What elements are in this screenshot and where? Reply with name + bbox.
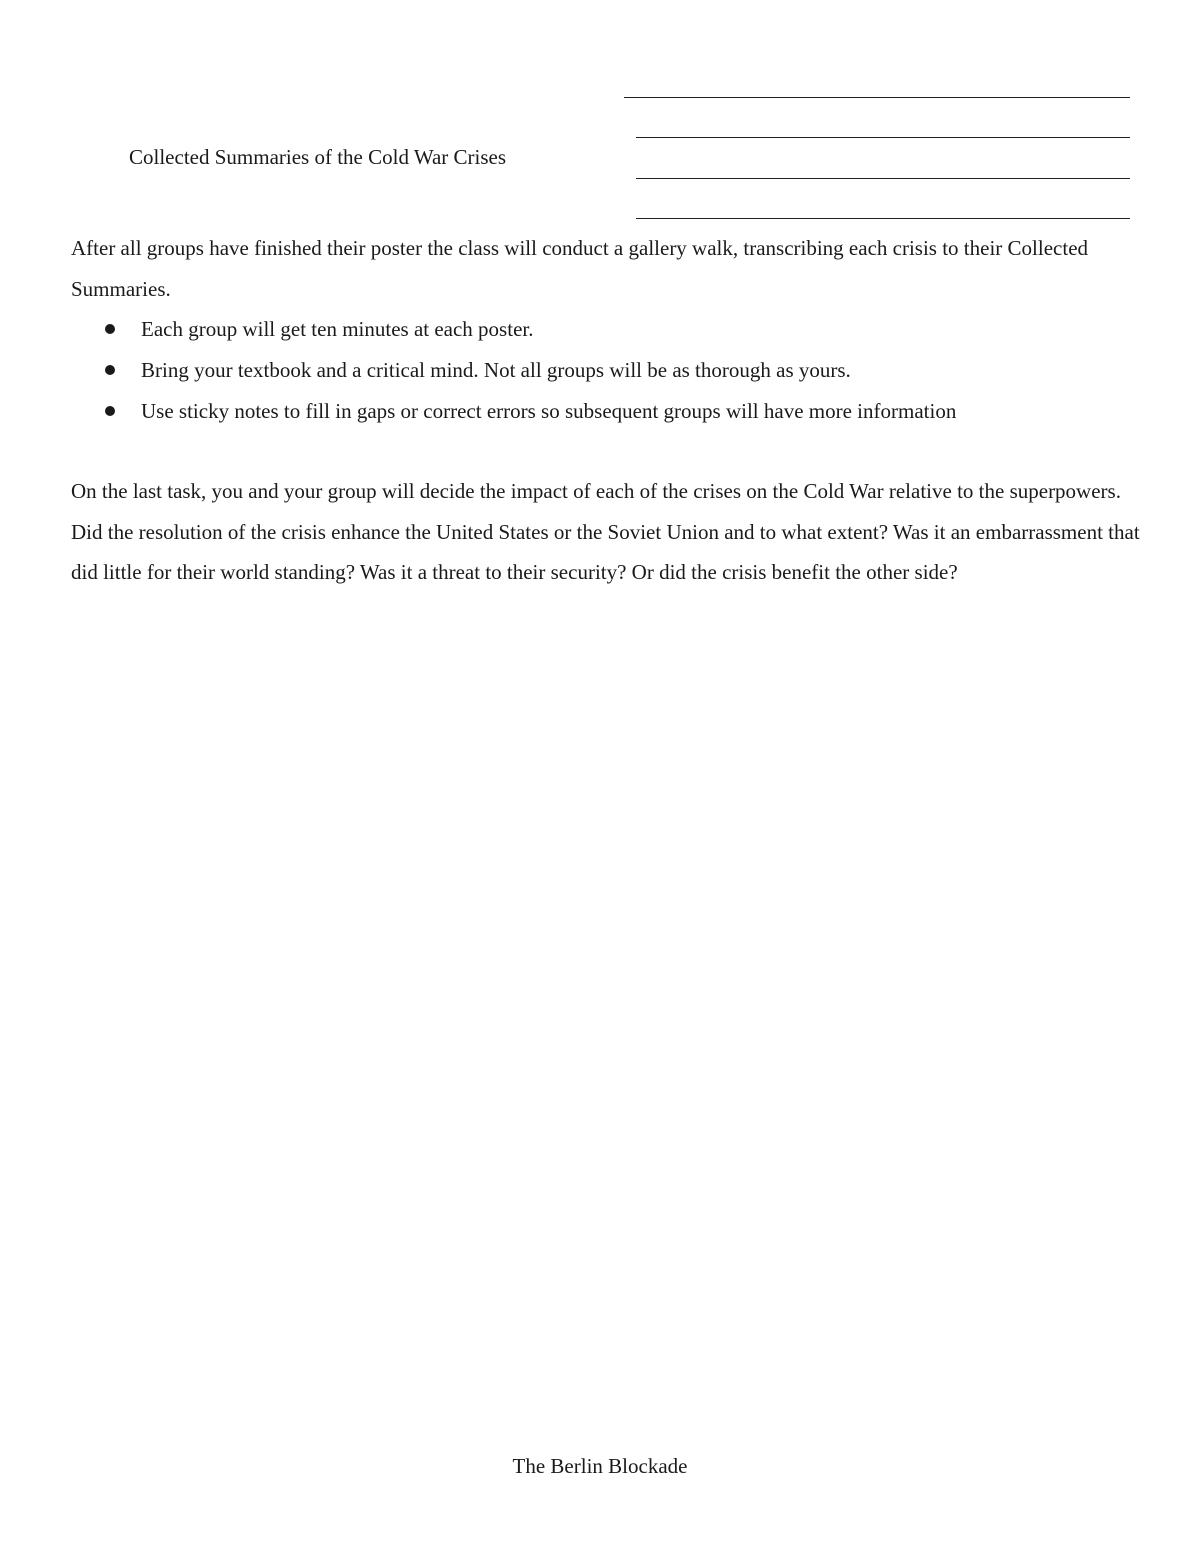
list-item-text: Use sticky notes to fill in gaps or correct errors so subsequent groups will have more information	[141, 399, 957, 423]
instruction-list	[71, 309, 1141, 432]
answer-line	[636, 137, 1130, 138]
answer-line	[636, 178, 1130, 179]
bullet-icon	[105, 365, 115, 375]
answer-line	[636, 218, 1130, 219]
list-item-text: Each group will get ten minutes at each poster.	[141, 317, 534, 341]
list-item	[71, 350, 1141, 391]
intro-paragraph: After all groups have finished their poster the class will conduct a gallery walk, transcribing each crisis to their Collected Summaries.	[71, 236, 1089, 301]
answer-line	[624, 97, 1130, 98]
footer-title: The Berlin Blockade	[512, 1454, 688, 1478]
document-title: Collected Summaries of the Cold War Crises	[129, 145, 507, 169]
list-item-text: Bring your textbook and a critical mind. Not all groups will be as thorough as yours.	[141, 358, 851, 382]
impact-paragraph: On the last task, you and your group will decide the impact of each of the crises on the Cold War relative to the superpowers. Did the resolution of the crisis enhance the United States or the Soviet Union and to what extent? Was it an embarrassment that did little for their world standing? Was it a threat to their security? Or did the crisis benefit the other side?	[71, 479, 1140, 584]
bullet-icon	[105, 324, 115, 334]
bullet-icon	[105, 406, 115, 416]
list-item	[71, 391, 1141, 432]
list-item	[71, 309, 1141, 350]
